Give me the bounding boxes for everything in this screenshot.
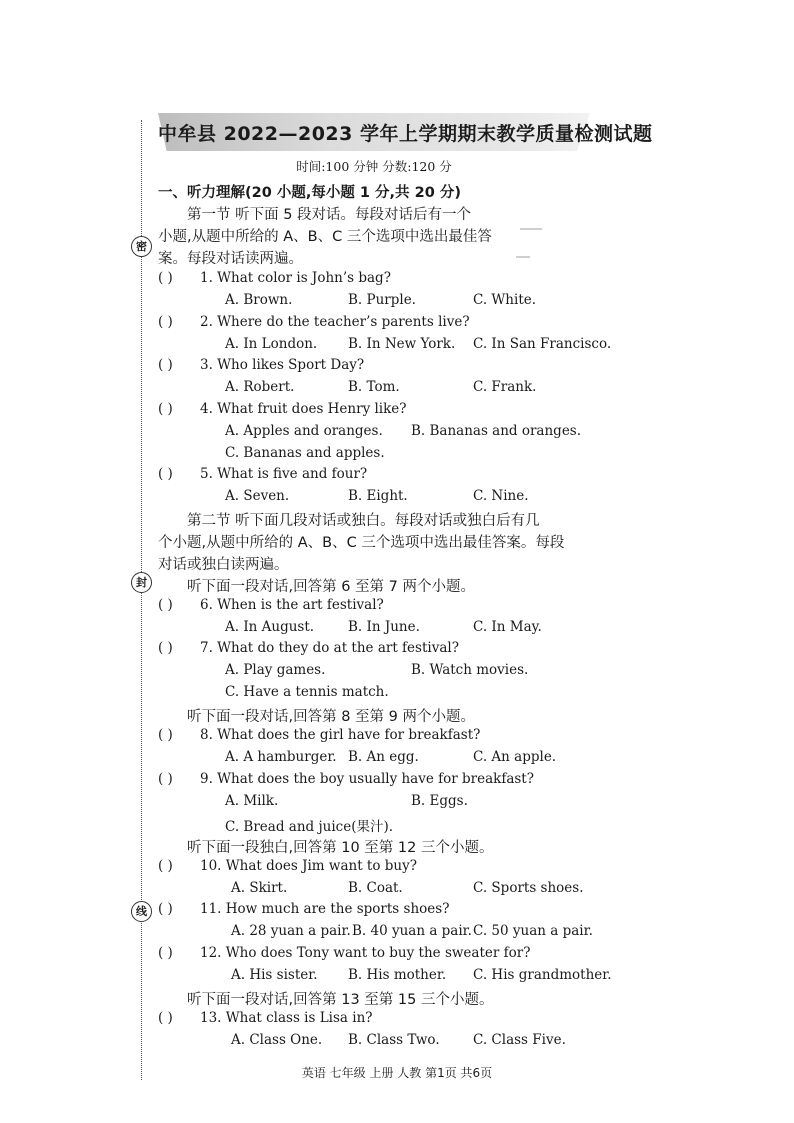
option-b: B. In June. xyxy=(348,619,420,635)
question-13 xyxy=(158,1010,373,1026)
question-5 xyxy=(158,466,367,482)
part2-instruction-line: 对话或独白读两遍。 xyxy=(158,557,289,573)
part2-instruction-line: 个小题,从题中所给的 A、B、C 三个选项中选出最佳答案。每段 xyxy=(158,535,565,551)
question-2 xyxy=(158,314,470,330)
option-b: B. Bananas and oranges. xyxy=(411,423,582,439)
part2-instruction-line: 第二节 听下面几段对话或独白。每段对话或独白后有几 xyxy=(187,513,540,529)
option-b: B. Watch movies. xyxy=(411,662,529,678)
option-c: C. Frank. xyxy=(473,379,537,395)
question-text: 11. How much are the sports shoes? xyxy=(200,901,450,917)
exam-subtitle: 时间:100 分钟 分数:120 分 xyxy=(296,159,452,174)
question-text: 5. What is five and four? xyxy=(200,466,368,482)
exam-title: 中牟县 2022—2023 学年上学期期末教学质量检测试题 xyxy=(158,123,653,145)
binding-dotted-line xyxy=(141,120,142,1080)
question-4 xyxy=(158,401,407,417)
answer-blank[interactable]: ( ) xyxy=(158,314,173,330)
scan-artifact xyxy=(516,256,530,258)
option-c: C. In San Francisco. xyxy=(473,336,612,352)
part1-instruction-line: 第一节 听下面 5 段对话。每段对话后有一个 xyxy=(187,207,472,223)
answer-blank[interactable]: ( ) xyxy=(158,640,173,656)
option-a: A. Skirt. xyxy=(231,880,288,896)
option-a: A. In August. xyxy=(225,619,315,635)
answer-blank[interactable]: ( ) xyxy=(158,597,173,613)
option-b: B. In New York. xyxy=(348,336,456,352)
part1-instruction-line: 小题,从题中所给的 A、B、C 三个选项中选出最佳答 xyxy=(158,229,492,245)
question-12 xyxy=(158,945,530,961)
question-3 xyxy=(158,357,364,373)
option-b: B. Purple. xyxy=(348,292,416,308)
option-a: A. 28 yuan a pair. xyxy=(231,923,351,939)
answer-blank[interactable]: ( ) xyxy=(158,357,173,373)
option-a: A. Play games. xyxy=(225,662,326,678)
answer-blank[interactable]: ( ) xyxy=(158,466,173,482)
answer-blank[interactable]: ( ) xyxy=(158,858,173,874)
instruction-6-7: 听下面一段对话,回答第 6 至第 7 两个小题。 xyxy=(187,579,475,595)
question-text: 4. What fruit does Henry like? xyxy=(200,401,407,417)
answer-blank[interactable]: ( ) xyxy=(158,901,173,917)
answer-blank[interactable]: ( ) xyxy=(158,270,173,286)
option-b: B. His mother. xyxy=(348,967,447,983)
option-a: A. Seven. xyxy=(225,488,290,504)
question-6 xyxy=(158,597,384,613)
question-text: 1. What color is John’s bag? xyxy=(200,270,391,286)
question-7 xyxy=(158,640,459,656)
question-text: 8. What does the girl have for breakfast? xyxy=(200,727,481,743)
option-a: A. In London. xyxy=(225,336,318,352)
seal-mi: 密 xyxy=(131,236,152,257)
section-heading: 一、听力理解(20 小题,每小题 1 分,共 20 分) xyxy=(158,185,461,201)
instruction-10-12: 听下面一段独白,回答第 10 至第 12 三个小题。 xyxy=(187,840,494,856)
option-b: B. Eggs. xyxy=(411,793,468,809)
option-a: A. Milk. xyxy=(225,793,279,809)
option-c: C. Bread and juice(果汁). xyxy=(225,819,394,835)
part1-instruction-line: 案。每段对话读两遍。 xyxy=(158,251,303,267)
option-c: C. In May. xyxy=(473,619,542,635)
scan-artifact xyxy=(520,228,542,230)
question-9 xyxy=(158,771,534,787)
question-10 xyxy=(158,858,417,874)
answer-blank[interactable]: ( ) xyxy=(158,1010,173,1026)
option-b: B. Tom. xyxy=(348,379,400,395)
question-text: 7. What do they do at the art festival? xyxy=(200,640,459,656)
question-text: 3. Who likes Sport Day? xyxy=(200,357,365,373)
option-b: B. Coat. xyxy=(348,880,403,896)
page-footer: 英语 七年级 上册 人教 第1页 共6页 xyxy=(301,1066,493,1080)
seal-feng: 封 xyxy=(131,572,152,593)
question-text: 12. Who does Tony want to buy the sweater for? xyxy=(200,945,531,961)
option-c: C. Class Five. xyxy=(473,1032,566,1048)
answer-blank[interactable]: ( ) xyxy=(158,945,173,961)
option-a: A. A hamburger. xyxy=(225,749,337,765)
question-text: 2. Where do the teacher’s parents live? xyxy=(200,314,470,330)
instruction-8-9: 听下面一段对话,回答第 8 至第 9 两个小题。 xyxy=(187,709,475,725)
answer-blank[interactable]: ( ) xyxy=(158,771,173,787)
option-a: A. Class One. xyxy=(231,1032,323,1048)
question-text: 10. What does Jim want to buy? xyxy=(200,858,417,874)
option-b: B. An egg. xyxy=(348,749,419,765)
option-a: A. Brown. xyxy=(225,292,293,308)
question-1 xyxy=(158,270,391,286)
question-text: 9. What does the boy usually have for breakfast? xyxy=(200,771,534,787)
option-b: B. 40 yuan a pair. xyxy=(352,923,472,939)
option-c: C. Sports shoes. xyxy=(473,880,584,896)
option-c: C. His grandmother. xyxy=(473,967,612,983)
instruction-13-15: 听下面一段对话,回答第 13 至第 15 三个小题。 xyxy=(187,992,494,1008)
option-b: B. Eight. xyxy=(348,488,408,504)
option-c: C. Nine. xyxy=(473,488,529,504)
question-11 xyxy=(158,901,449,917)
question-text: 13. What class is Lisa in? xyxy=(200,1010,373,1026)
answer-blank[interactable]: ( ) xyxy=(158,727,173,743)
option-c: C. White. xyxy=(473,292,537,308)
option-a: A. Robert. xyxy=(225,379,295,395)
question-8 xyxy=(158,727,480,743)
option-b: B. Class Two. xyxy=(348,1032,440,1048)
answer-blank[interactable]: ( ) xyxy=(158,401,173,417)
option-a: A. His sister. xyxy=(231,967,318,983)
option-a: A. Apples and oranges. xyxy=(225,423,383,439)
option-c: C. 50 yuan a pair. xyxy=(473,923,593,939)
seal-xian: 线 xyxy=(131,901,152,922)
question-text: 6. When is the art festival? xyxy=(200,597,384,613)
option-c: C. Have a tennis match. xyxy=(225,684,389,700)
option-c: C. An apple. xyxy=(473,749,557,765)
option-c: C. Bananas and apples. xyxy=(225,445,385,461)
